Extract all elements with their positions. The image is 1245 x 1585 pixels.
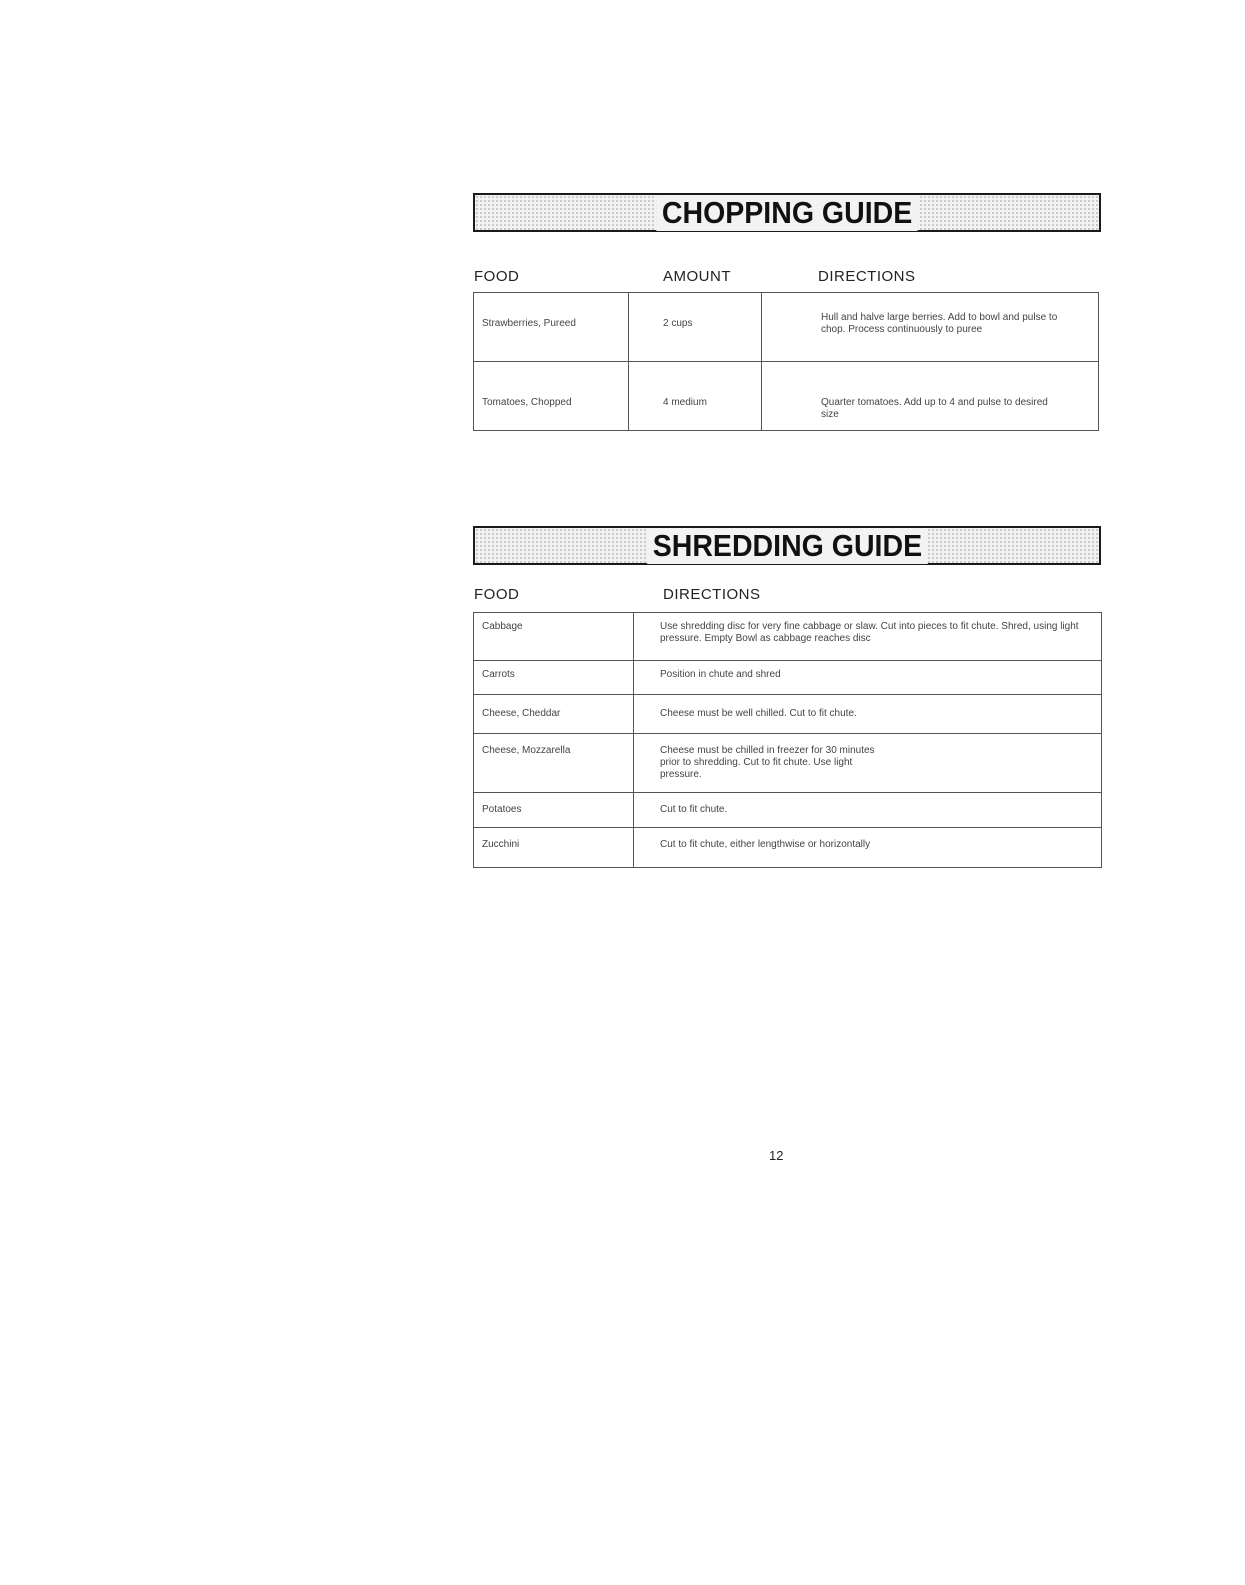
shredding-directions-cell — [634, 734, 1102, 793]
chopping-header-food: FOOD — [474, 268, 520, 285]
shredding-food-text: Cheese, Cheddar — [482, 708, 561, 719]
table-row — [474, 613, 1102, 661]
page-number: 12 — [769, 1148, 784, 1163]
shredding-food-cell — [474, 793, 634, 828]
table-row — [474, 362, 1099, 431]
shredding-food-cell — [474, 661, 634, 695]
shredding-food-text: Zucchini — [482, 839, 520, 850]
table-row — [474, 661, 1102, 695]
shredding-food-cell — [474, 734, 634, 793]
chopping-food-cell — [474, 362, 629, 431]
chopping-food-text: Strawberries, Pureed — [482, 318, 576, 329]
shredding-directions-cell — [634, 793, 1102, 828]
shredding-food-cell — [474, 695, 634, 734]
chopping-header-directions: DIRECTIONS — [818, 268, 916, 285]
shredding-directions-cell — [634, 613, 1102, 661]
chopping-amount-text: 4 medium — [663, 397, 707, 408]
chopping-guide-table — [473, 292, 1099, 431]
table-row — [474, 793, 1102, 828]
shredding-food-text: Cabbage — [482, 621, 523, 632]
shredding-food-text: Carrots — [482, 669, 515, 680]
shredding-directions-cell — [634, 661, 1102, 695]
shredding-food-text: Cheese, Mozzarella — [482, 745, 571, 756]
shredding-guide-table — [473, 612, 1102, 868]
shredding-directions-text: Cheese must be well chilled. Cut to fit chute. — [660, 708, 857, 719]
chopping-directions-text: Quarter tomatoes. Add up to 4 and pulse to desired size — [821, 397, 1048, 420]
shredding-food-cell — [474, 613, 634, 661]
shredding-header-food: FOOD — [474, 586, 520, 603]
shredding-header-directions: DIRECTIONS — [663, 586, 761, 603]
shredding-directions-text: Cheese must be chilled in freezer for 30 minutes prior to shredding. Cut to fit chute. Use light pressure. — [660, 745, 875, 780]
chopping-food-text: Tomatoes, Chopped — [482, 397, 572, 408]
chopping-amount-text: 2 cups — [663, 318, 693, 329]
chopping-directions-cell — [762, 293, 1099, 362]
chopping-guide-banner — [473, 193, 1101, 232]
table-row — [474, 734, 1102, 793]
shredding-directions-text: Cut to fit chute, either lengthwise or horizontally — [660, 839, 871, 850]
shredding-directions-text: Position in chute and shred — [660, 669, 781, 680]
shredding-directions-text: Cut to fit chute. — [660, 804, 728, 815]
shredding-directions-cell — [634, 828, 1102, 868]
chopping-amount-cell — [629, 293, 762, 362]
chopping-food-cell — [474, 293, 629, 362]
shredding-guide-banner — [473, 526, 1101, 565]
chopping-directions-cell — [762, 362, 1099, 431]
chopping-directions-text: Hull and halve large berries. Add to bowl and pulse to chop. Process continuously to puree — [821, 312, 1058, 335]
shredding-food-cell — [474, 828, 634, 868]
table-row — [474, 828, 1102, 868]
chopping-amount-cell — [629, 362, 762, 431]
shredding-food-text: Potatoes — [482, 804, 522, 815]
shredding-directions-text: Use shredding disc for very fine cabbage or slaw. Cut into pieces to fit chute. Shred, using light pressure. Empty Bowl as cabbage reaches disc — [660, 621, 1079, 644]
table-row — [474, 695, 1102, 734]
table-row — [474, 293, 1099, 362]
shredding-directions-cell — [634, 695, 1102, 734]
shredding-guide-title: SHREDDING GUIDE — [647, 528, 927, 564]
chopping-header-amount: AMOUNT — [663, 268, 731, 285]
chopping-guide-title: CHOPPING GUIDE — [656, 195, 917, 231]
